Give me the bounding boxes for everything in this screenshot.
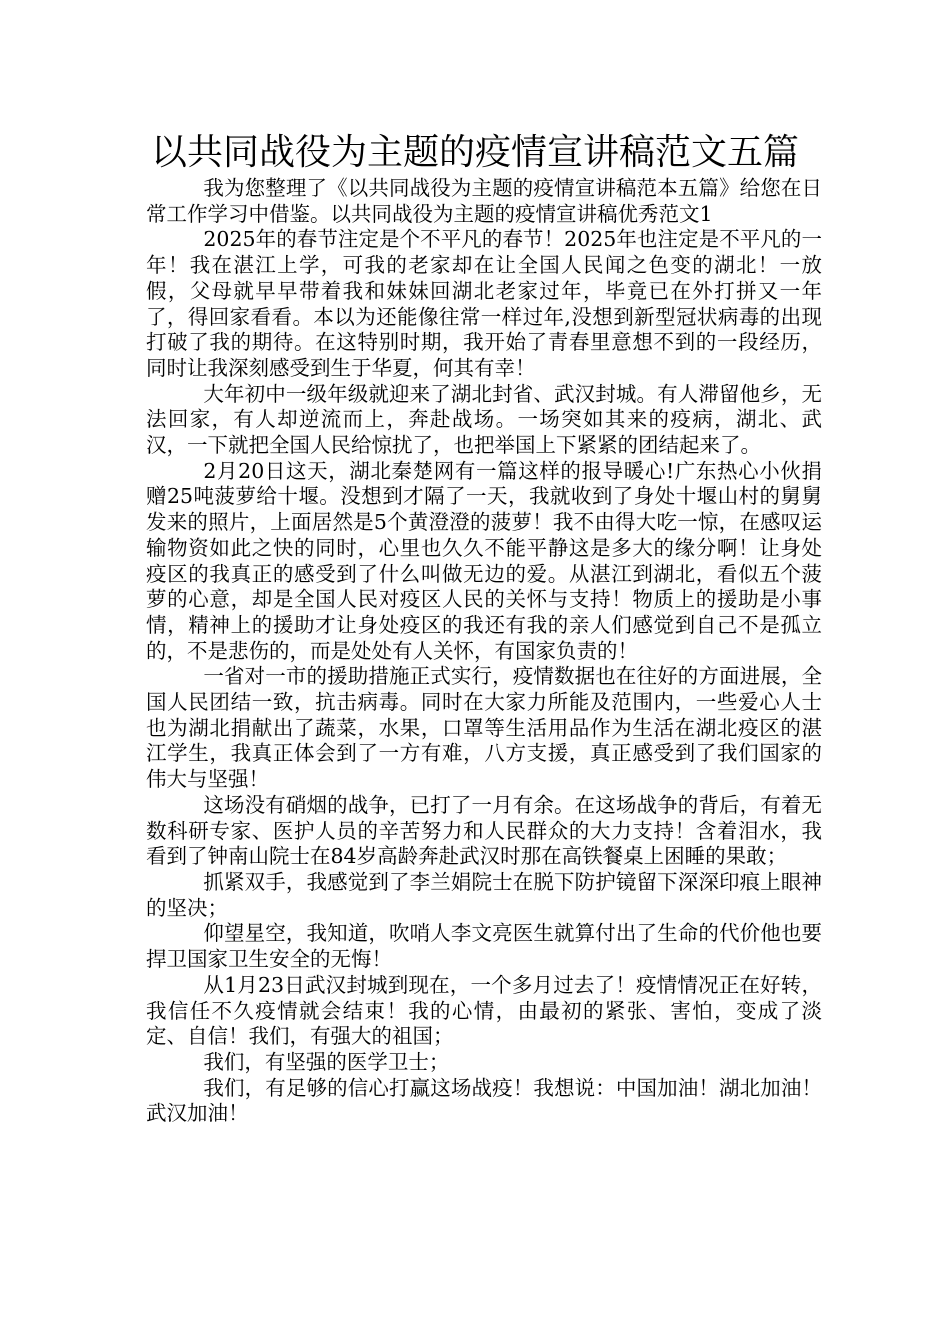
document-title: 以共同战役为主题的疫情宣讲稿范文五篇 (150, 132, 799, 173)
paragraph-lockdown: 大年初中一级年级就迎来了湖北封省、武汉封城。有人滞留他乡，无法回家，有人却逆流而上，奔赴战场。一场突如其来的疫病，湖北、武汉，一下就把全国人民给惊扰了，也把举国上下紧紧的团结起来了。 (146, 381, 822, 458)
paragraph-li-lanjuan: 抓紧双手，我感觉到了李兰娟院士在脱下防护镜留下深深印痕上眼神的坚决； (146, 869, 822, 920)
paragraph-closing: 我们，有足够的信心打赢这场战疫！我想说：中国加油！湖北加油！武汉加油！ (146, 1075, 822, 1126)
paragraph-medical-guards: 我们，有坚强的医学卫士； (203, 1049, 450, 1074)
paragraph-war-without-smoke: 这场没有硝烟的战争，已打了一月有余。在这场战争的背后，有着无数科研专家、医护人员的辛苦努力和人民群众的大力支持！含着泪水，我看到了钟南山院士在84岁高龄奔赴武汉时那在高铁餐桌上困睡的果敢； (146, 792, 822, 869)
document-body (146, 176, 822, 1127)
paragraph-pineapples: 2月20日这天，湖北秦楚网有一篇这样的报导暖心!广东热心小伙捐赠25吨菠萝给十堰。没想到才隔了一天，我就收到了身处十堰山村的舅舅发来的照片，上面居然是5个黄澄澄的菠萝！我不由得大吃一惊，在感叹运输物资如此之快的同时，心里也久久不能平静这是多大的缘分啊！让身处疫区的我真正的感受到了什么叫做无边的爱。从湛江到湖北，看似五个菠萝的心意，却是全国人民对疫区人民的关怀与支持！物质上的援助是小事情，精神上的援助才让身处疫区的我还有我的亲人们感觉到自己不是孤立的，不是悲伤的，而是处处有人关怀，有国家负责的！ (146, 458, 822, 663)
paragraph-aid-measures: 一省对一市的援助措施正式实行，疫情数据也在往好的方面进展，全国人民团结一致，抗击病毒。同时在大家力所能及范围内，一些爱心人士也为湖北捐献出了蔬菜，水果，口罩等生活用品作为生活在湖北疫区的湛江学生，我真正体会到了一方有难，八方支援，真正感受到了我们国家的伟大与坚强！ (146, 664, 822, 792)
paragraph-spring-festival: 2025年的春节注定是个不平凡的春节！2025年也注定是不平凡的一年！我在湛江上学，可我的老家却在让全国人民闻之色变的湖北！一放假，父母就早早带着我和妹妹回湖北老家过年，毕竟已在外打拼又一年了，得回家看看。本以为还能像往常一样过年,没想到新型冠状病毒的出现打破了我的期待。在这特别时期，我开始了青春里意想不到的一段经历，同时让我深刻感受到生于华夏，何其有幸！ (146, 227, 822, 380)
paragraph-intro: 我为您整理了《以共同战役为主题的疫情宣讲稿范本五篇》给您在日常工作学习中借鉴。以共同战役为主题的疫情宣讲稿优秀范文1 (146, 176, 822, 226)
paragraph-recovery: 从1月23日武汉封城到现在，一个多月过去了！疫情情况正在好转，我信任不久疫情就会结束！我的心情，由最初的紧张、害怕，变成了淡定、自信！我们，有强大的祖国； (146, 972, 822, 1049)
paragraph-li-wenliang: 仰望星空，我知道，吹哨人李文亮医生就算付出了生命的代价他也要捍卫国家卫生安全的无悔！ (146, 921, 822, 972)
